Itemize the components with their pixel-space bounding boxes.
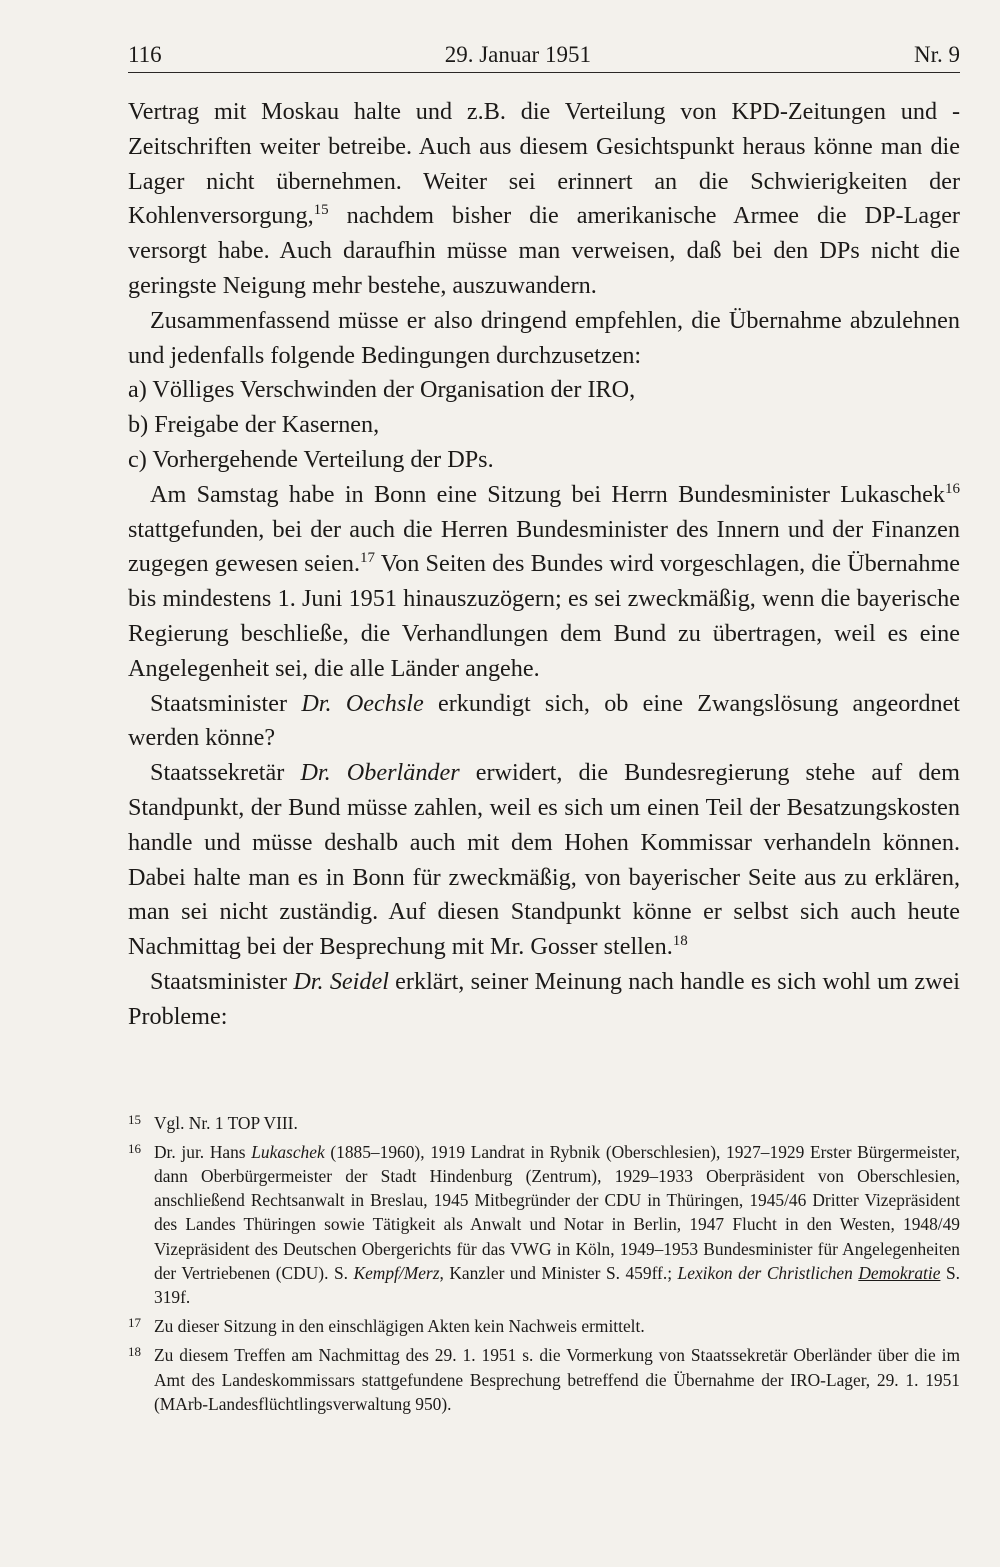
paragraph-1 [128,95,960,304]
footnote-ref-15[interactable]: 15 [313,202,329,219]
paragraph-5-post: erwidert, die Bundesregierung stehe auf dem Standpunkt, der Bund müsse zahlen, weil es sich um einen Teil der Besatzungskosten handle und müsse deshalb auch mit dem Hohen Kommissar verhandeln können. Dabei halte man es in Bonn für zweckmäßig, von bayerischer Seite aus zu erklären, man sei nicht zuständig. Auf diesen Standpunkt könne er selbst sich auch heute Nachmittag bei der Besprechung mit Mr. Gosser stellen. [128,759,960,961]
paragraph-1-text: Vertrag mit Moskau halte und z.B. die Verteilung von KPD-Zeitungen und -Zeitschriften weiter betreibe. Auch aus diesem Gesichtspunkt heraus könne man die Lager nicht übernehmen. Weiter sei erinnert an die Schwierigkeiten der Kohlenversorgung, [128,98,960,230]
footnote-number: 18 [128,1344,141,1360]
footnote-16-part-a: Dr. jur. Hans [154,1141,252,1162]
speaker-seidel: Dr. Seidel [293,967,389,995]
footnote-text [154,1140,960,1309]
footnote-16-part-b: (1885–1960), 1919 Landrat in Rybnik (Oberschlesien), 1927–1929 Erster Bürgermeister, dann Oberbürgermeister der Stadt Hindenburg (Zentrum), 1929–1933 Oberpräsident von Oberschlesien, anschließend Rechtsanwalt in Breslau, 1945 Mitbegründer der CDU in Thüringen, 1945/46 Dritter Vizepräsident des Landes Thüringen sowie Tätigkeit als Anwalt und Notar in Berlin, 1947 Flucht in den Westen, 1948/49 Vizepräsident des Deutschen Obergerichts für das VWG in Köln, 1949–1953 Bundesminister für Angelegenheiten der Vertriebenen (CDU). S. [154,1141,960,1283]
footnote-16-part-c: , Kanzler und Minister S. 459ff.; [439,1262,678,1283]
footnote-text: Vgl. Nr. 1 TOP VIII. [154,1112,298,1133]
footnote-16-ref-lexikon: Lexikon der Christlichen [677,1262,859,1283]
footnote-17 [128,1314,960,1338]
footnote-16 [128,1140,960,1309]
footnote-16-part-d: S. 319f. [154,1262,960,1307]
paragraph-4 [128,687,960,757]
footnote-number: 17 [128,1315,141,1331]
speaker-oechsle: Dr. Oechsle [301,689,424,717]
footnote-number: 15 [128,1111,141,1127]
list-item-a: a) Völliges Verschwinden der Organisation der IRO, [128,376,636,404]
running-header [128,38,960,73]
paragraph-6-pre: Staatsminister [150,967,294,995]
footnote-16-name: Lukaschek [251,1141,325,1162]
footnote-18 [128,1343,960,1416]
main-text [128,95,960,1035]
paragraph-3-text-b: stattgefunden, bei der auch die Herren Bundesminister des Innern und der Finanzen zugegen gewesen seien. [128,515,960,578]
footnotes [128,1111,960,1416]
list-item-c: c) Vorhergehende Verteilung der DPs. [128,445,494,473]
footnote-number: 16 [128,1140,141,1156]
list-item-b: b) Freigabe der Kasernen, [128,411,380,439]
paragraph-1-text-rest: nachdem bisher die amerikanische Armee die DP-Lager versorgt habe. Auch daraufhin müsse man verweisen, daß bei den DPs nicht die geringste Neigung mehr bestehe, auszuwandern. [128,202,960,299]
footnote-text: Zu dieser Sitzung in den einschlägigen Akten kein Nachweis ermittelt. [154,1316,645,1337]
paragraph-3-text-c: Von Seiten des Bundes wird vorgeschlagen, die Übernahme bis mindestens 1. Juni 1951 hinauszuzögern; es sei zweckmäßig, wenn die bayerische Regierung beschließe, die Verhandlungen dem Bund zu übertragen, weil es eine Angelegenheit sei, die alle Länder angehe. [128,550,960,682]
document-page [128,38,960,1421]
footnote-ref-17[interactable]: 17 [360,550,376,567]
footnote-text: Zu diesem Treffen am Nachmittag des 29. 1. 1951 s. die Vormerkung von Staatssekretär Oberländer über die im Amt des Landeskommissars stattgefundene Besprechung betreffend die Übernahme der IRO-Lager, 29. 1. 1951 (MArb-Landesflüchtlingsverwaltung 950). [154,1345,960,1414]
paragraph-5-pre: Staatssekretär [150,759,301,787]
paragraph-3-text-a: Am Samstag habe in Bonn eine Sitzung bei Herrn Bundesminister Lukaschek [150,480,945,508]
footnote-16-ref-demokratie: Demokratie [858,1262,941,1283]
paragraph-3 [128,478,960,687]
footnote-ref-18[interactable]: 18 [672,933,688,950]
footnote-ref-16[interactable]: 16 [945,480,960,497]
paragraph-4-pre: Staatsminister [150,689,302,717]
speaker-oberlaender: Dr. Oberländer [300,759,460,787]
paragraph-2: Zusammenfassend müsse er also dringend empfehlen, die Übernahme abzulehnen und jedenfalls folgende Bedingungen durchzusetzen: [128,306,960,369]
paragraph-6 [128,965,960,1035]
paragraph-5 [128,756,960,965]
header-date: 29. Januar 1951 [444,42,591,67]
paragraph-4-post: erkundigt sich, ob eine Zwangslösung angeordnet werden könne? [128,689,960,752]
paragraph-6-post: erklärt, seiner Meinung nach handle es sich wohl um zwei Probleme: [128,967,960,1030]
footnote-16-ref-kempf-merz: Kempf/Merz [353,1262,440,1283]
page-number: 116 [128,42,162,67]
document-number: Nr. 9 [914,42,960,67]
footnote-15 [128,1111,960,1135]
